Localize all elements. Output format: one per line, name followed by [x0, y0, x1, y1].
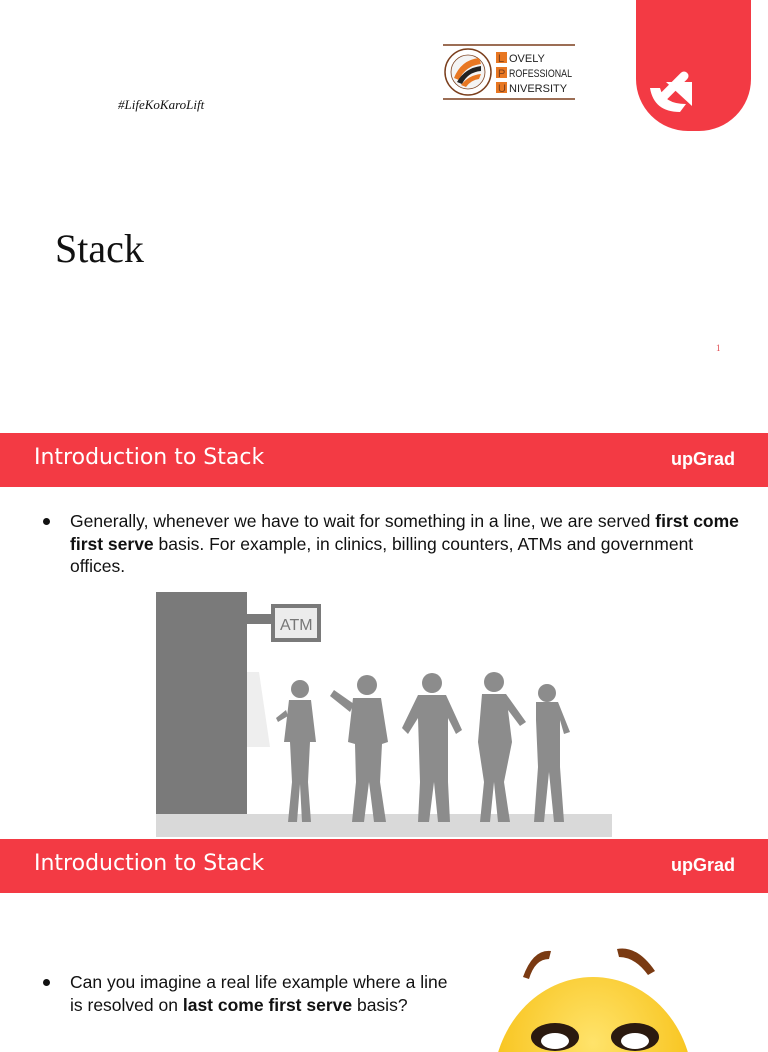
- arrow-up-right-icon: [636, 0, 751, 131]
- lpu-logo: [443, 44, 575, 100]
- page-number: 1: [716, 343, 721, 353]
- svg-text:U: U: [498, 83, 506, 95]
- bullet-point: [70, 510, 740, 578]
- person-silhouette-icon: [402, 673, 462, 822]
- bullet-bold-text: last come first serve: [182, 994, 353, 1015]
- slide-title: Stack: [55, 226, 144, 271]
- bullet-text-2: basis. For example, in clinics, billing counters, ATMs and government offices.: [70, 533, 694, 576]
- bullet-dot-icon: [43, 518, 50, 525]
- bullet-bold-text: first come first serve: [70, 511, 739, 554]
- atm-machine-icon: [156, 592, 247, 814]
- svg-text:L: L: [498, 53, 505, 65]
- intro-slide-2: [0, 837, 768, 1024]
- slide-header: [0, 433, 768, 487]
- svg-text:NIVERSITY: NIVERSITY: [509, 83, 568, 95]
- person-silhouette-icon: [534, 684, 570, 822]
- header-title: Introduction to Stack: [34, 445, 265, 470]
- bullet-text-1: Generally, whenever we have to wait for something in a line, we are served: [70, 511, 656, 531]
- bullet-text-2: basis?: [352, 994, 408, 1015]
- bullet-point: [70, 971, 450, 1016]
- svg-text:P: P: [498, 68, 506, 80]
- thinking-emoji-icon: [485, 937, 715, 1047]
- slide-header: [0, 839, 768, 893]
- person-silhouette-icon: [330, 675, 388, 822]
- bullet-text-1: Can you imagine a real life example where a line is resolved on: [70, 972, 448, 1015]
- header-title: Introduction to Stack: [34, 851, 265, 876]
- person-silhouette-icon: [276, 680, 316, 822]
- red-corner-tab: [636, 0, 751, 131]
- upgrad-logo: upGrad: [670, 449, 735, 469]
- title-slide: [0, 0, 768, 405]
- svg-text:ATM: ATM: [280, 617, 313, 634]
- person-silhouette-icon: [478, 672, 526, 822]
- hashtag-text: #LifeKoKaroLift: [118, 97, 205, 112]
- svg-text:ROFESSIONAL: ROFESSIONAL: [509, 68, 572, 80]
- upgrad-logo: upGrad: [670, 855, 735, 875]
- svg-text:OVELY: OVELY: [509, 53, 545, 65]
- intro-slide-1: [0, 405, 768, 837]
- bullet-dot-icon: [43, 979, 50, 986]
- atm-queue-illustration: [156, 592, 612, 845]
